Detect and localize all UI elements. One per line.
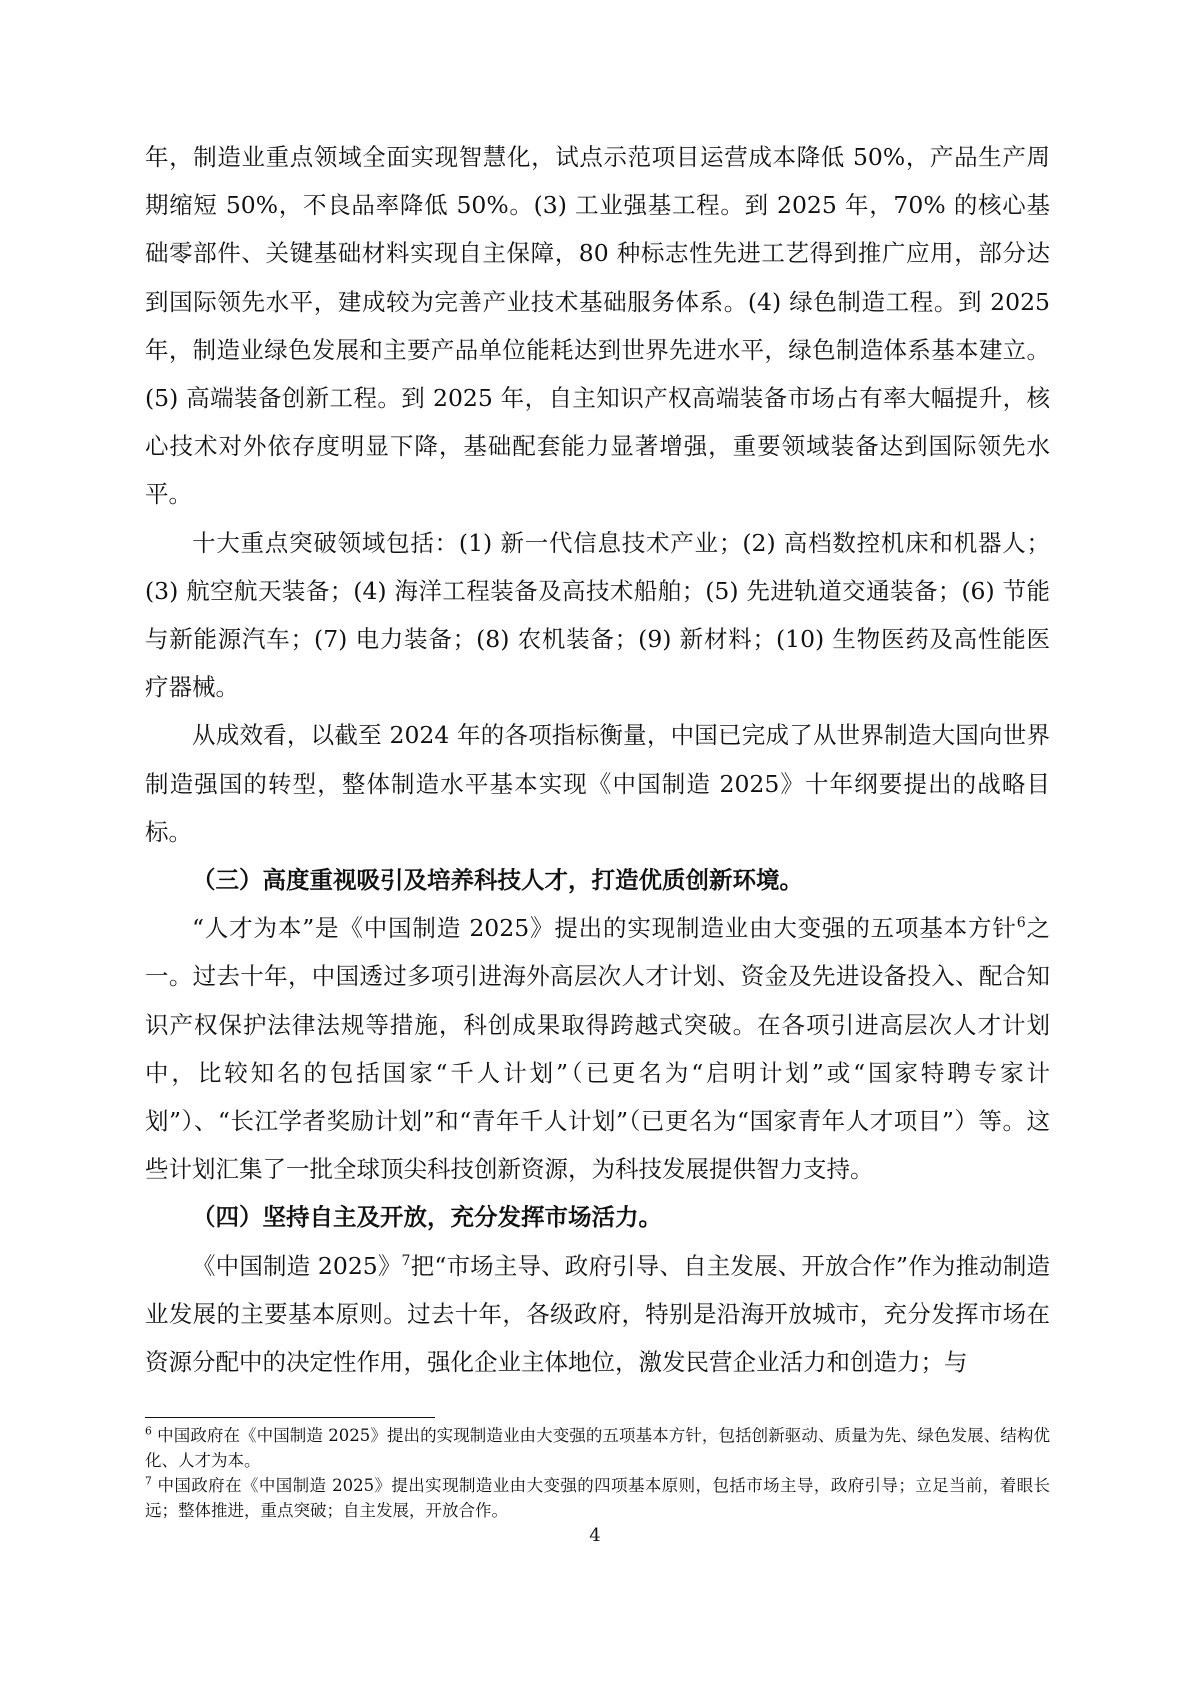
footnotes: [145, 1423, 1050, 1523]
footnote-mark-6: 6: [145, 1424, 152, 1438]
paragraph-continued: 年，制造业重点领域全面实现智慧化，试点示范项目运营成本降低 50%，产品生产周期缩短 50%，不良品率降低 50%。(3) 工业强基工程。到 2025 年，70% 的核心基础零部件、关键基础材料实现自主保障，80 种标志性先进工艺得到推广应用，部分达到国际领先水平，建成较为完善产业技术基础服务体系。(4) 绿色制造工程。到 2025 年，制造业绿色发展和主要产品单位能耗达到世界先进水平，绿色制造体系基本建立。(5) 高端装备创新工程。到 2025 年，自主知识产权高端装备市场占有率大幅提升，核心技术对外依存度明显下降，基础配套能力显著增强，重要领域装备达到国际领先水平。: [145, 143, 1050, 509]
body-text: [145, 133, 1050, 1386]
paragraph-talent: [145, 904, 1050, 1193]
paragraph-market: [145, 1242, 1050, 1387]
footnote-6-text: 中国政府在《中国制造 2025》提出的实现制造业由大变强的五项基本方针，包括创新驱动、质量为先、绿色发展、结构优化、人才为本。: [145, 1426, 1050, 1470]
footnote-ref-6[interactable]: 6: [1016, 915, 1026, 932]
section-heading-market: （四）坚持自主及开放，充分发挥市场活力。: [192, 1203, 662, 1232]
footnote-divider: [145, 1417, 435, 1418]
footnote-7-text: 中国政府在《中国制造 2025》提出实现制造业由大变强的四项基本原则，包括市场主导，政府引导；立足当前，着眼长远；整体推进，重点突破；自主发展，开放合作。: [145, 1476, 1050, 1520]
section-heading-talent: （三）高度重视吸引及培养科技人才，打造优质创新环境。: [192, 866, 803, 895]
page-number: 4: [589, 1525, 601, 1546]
footnote-mark-7: 7: [145, 1474, 152, 1488]
footnote-7: [145, 1473, 1050, 1523]
paragraph-talent-start: “人才为本”是《中国制造 2025》提出的实现制造业由大变强的五项基本方针: [192, 914, 1017, 943]
footnote-6: [145, 1423, 1050, 1473]
paragraph-key-areas: 十大重点突破领域包括：(1) 新一代信息技术产业；(2) 高档数控机床和机器人；(3) 航空航天装备；(4) 海洋工程装备及高技术船舶；(5) 先进轨道交通装备；(6) 节能与新能源汽车；(7) 电力装备；(8) 农机装备；(9) 新材料；(10) 生物医药及高性能医疗器械。: [145, 528, 1050, 702]
paragraph-talent-end: 之一。过去十年，中国透过多项引进海外高层次人才计划、资金及先进设备投入、配合知识产权保护法律法规等措施，科创成果取得跨越式突破。在各项引进高层次人才计划中，比较知名的包括国家“千人计划”（已更名为“启明计划”或“国家特聘专家计划”）、“长江学者奖励计划”和“青年千人计划”（已更名为“国家青年人才项目”）等。这些计划汇集了一批全球顶尖科技创新资源，为科技发展提供智力支持。: [145, 914, 1050, 1184]
paragraph-market-start: 《中国制造 2025》: [192, 1251, 402, 1280]
paragraph-market-end: 把“市场主导、政府引导、自主发展、开放合作”作为推动制造业发展的主要基本原则。过去十年，各级政府，特别是沿海开放城市，充分发挥市场在资源分配中的决定性作用，强化企业主体地位，激发民营企业活力和创造力；与: [145, 1251, 1050, 1377]
paragraph-results: 从成效看，以截至 2024 年的各项指标衡量，中国已完成了从世界制造大国向世界制造强国的转型，整体制造水平基本实现《中国制造 2025》十年纲要提出的战略目标。: [145, 721, 1050, 846]
footnote-ref-7[interactable]: 7: [401, 1252, 411, 1269]
